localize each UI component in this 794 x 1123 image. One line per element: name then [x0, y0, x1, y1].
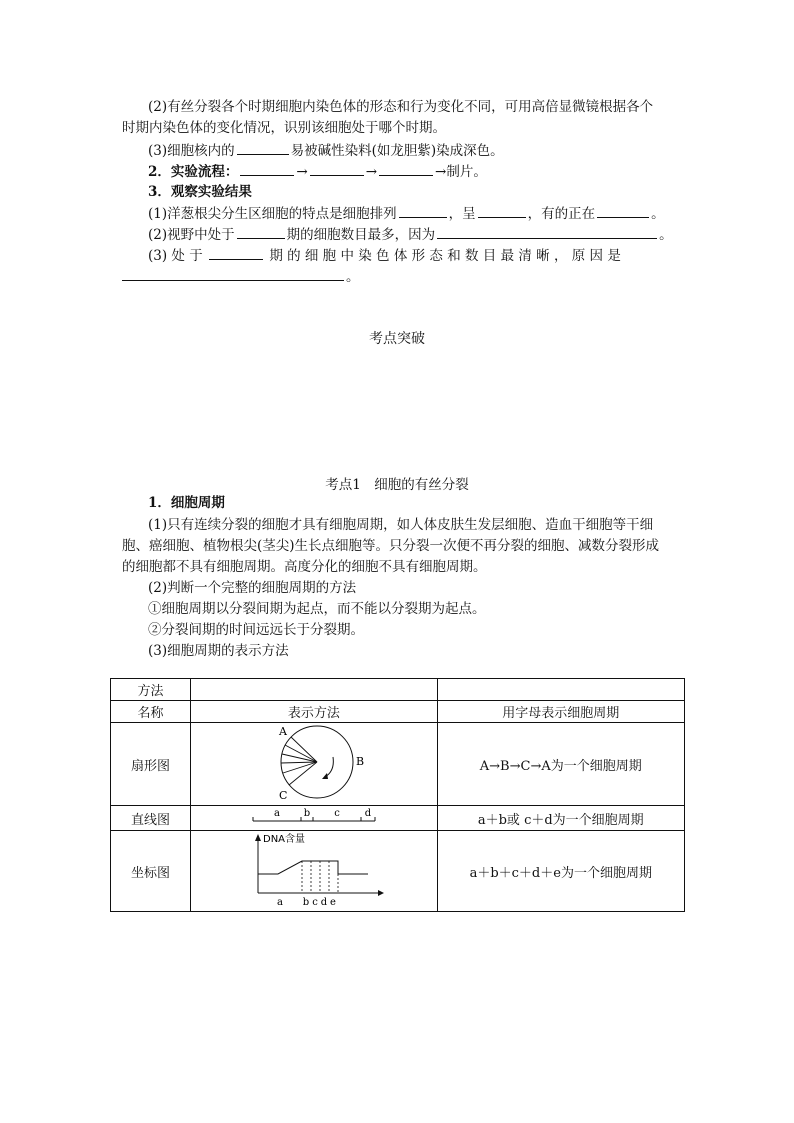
coord-xlabel-b: b	[302, 897, 310, 907]
fan-label-c: C	[278, 789, 288, 801]
fan-diagram-cell	[191, 723, 437, 806]
coord-diagram-cell	[191, 831, 437, 912]
line-label-a: a	[273, 808, 280, 819]
paragraph-line: (2)有丝分裂各个时期细胞内染色体的形态和行为变化不同，可用高倍显微镜根据各个	[148, 99, 654, 115]
fill-blank[interactable]	[240, 161, 294, 176]
line-diagram	[249, 806, 379, 826]
row-name: 扇形图	[111, 723, 191, 806]
fill-blank[interactable]	[478, 203, 526, 218]
paragraph-line: 胞、癌细胞、植物根尖(茎尖)生长点细胞等。只分裂一次便不再分裂的细胞、减数分裂形成	[122, 538, 660, 554]
fill-blank[interactable]	[310, 161, 364, 176]
y-axis-arrow	[255, 834, 261, 841]
fill-blank[interactable]	[209, 245, 263, 260]
paragraph-line: (3)细胞核内的 易被碱性染料(如龙胆紫)染成深色。	[148, 140, 682, 161]
fill-blank[interactable]	[379, 161, 433, 176]
paragraph-line: (3) 处 于 期 的 细 胞 中 染 色 体 形 态 和 数 目 最 清 晰 ， 原 因 是	[148, 245, 682, 266]
row-letters: a＋b或 c＋d为一个细胞周期	[437, 806, 684, 831]
topic-heading: 考点1 细胞的有丝分裂	[325, 477, 469, 493]
table-header-cell: 用字母表示细胞周期	[437, 701, 684, 723]
coord-ylabel: DNA含量	[262, 834, 305, 845]
row-letters: a＋b＋c＋d＋e为一个细胞周期	[437, 831, 684, 912]
paragraph-line: (2)视野中处于 期的细胞数目最多，因为 。	[148, 224, 682, 245]
list-item: ①细胞周期以分裂间期为起点，而不能以分裂期为起点。	[148, 601, 486, 617]
table-header-cell: 名称	[111, 701, 191, 723]
coord-xlabel-e: e	[329, 897, 336, 907]
row-name: 坐标图	[111, 831, 191, 912]
line-diagram-cell	[191, 806, 437, 831]
fill-blank[interactable]	[237, 224, 285, 239]
fan-label-a: A	[278, 725, 287, 738]
table-row	[111, 806, 685, 831]
line-label-b: b	[303, 808, 311, 819]
x-axis-arrow	[378, 890, 384, 896]
line-label-c: c	[334, 808, 340, 819]
section-heading: 3．观察实验结果	[148, 184, 252, 200]
coord-xlabel-d: d	[320, 897, 328, 907]
paragraph-line: (2)判断一个完整的细胞周期的方法	[148, 580, 357, 596]
fan-diagram	[259, 723, 369, 801]
paragraph-line: 。	[122, 266, 682, 287]
table-header-cell: 方法	[111, 679, 191, 701]
section-title: 考点突破	[369, 331, 425, 347]
fill-blank[interactable]	[122, 266, 344, 281]
paragraph-line: (1)只有连续分裂的细胞才具有细胞周期，如人体皮肤生发层细胞、造血干细胞等干细	[148, 517, 654, 533]
experiment-flow: 2．实验流程： → → →制片。	[148, 161, 682, 182]
table-row	[111, 831, 685, 912]
fill-blank[interactable]	[399, 203, 447, 218]
fill-blank[interactable]	[437, 224, 657, 239]
table-header-cell: 表示方法	[191, 701, 437, 723]
paragraph-line: (3)细胞周期的表示方法	[148, 643, 289, 659]
table-row	[111, 723, 685, 806]
fill-blank[interactable]	[597, 203, 649, 218]
paragraph-line: (1)洋葱根尖分生区细胞的特点是细胞排列 ，呈 ，有的正在 。	[148, 203, 682, 224]
paragraph-line: 的细胞都不具有细胞周期。高度分化的细胞不具有细胞周期。	[122, 559, 487, 575]
fan-label-b: B	[355, 755, 364, 768]
row-letters: A→B→C→A为一个细胞周期	[437, 723, 684, 806]
cell-cycle-table	[110, 678, 685, 912]
line-label-d: d	[364, 808, 372, 819]
coord-xlabel-c: c	[312, 897, 318, 907]
paragraph-line: 时期内染色体的变化情况，识别该细胞处于哪个时期。	[122, 120, 446, 136]
list-item: ②分裂间期的时间远远长于分裂期。	[148, 622, 364, 638]
fill-blank[interactable]	[237, 140, 289, 155]
coord-diagram	[244, 831, 384, 907]
coord-xlabel-a: a	[276, 897, 283, 907]
sub-heading: 1．细胞周期	[148, 495, 225, 511]
row-name: 直线图	[111, 806, 191, 831]
